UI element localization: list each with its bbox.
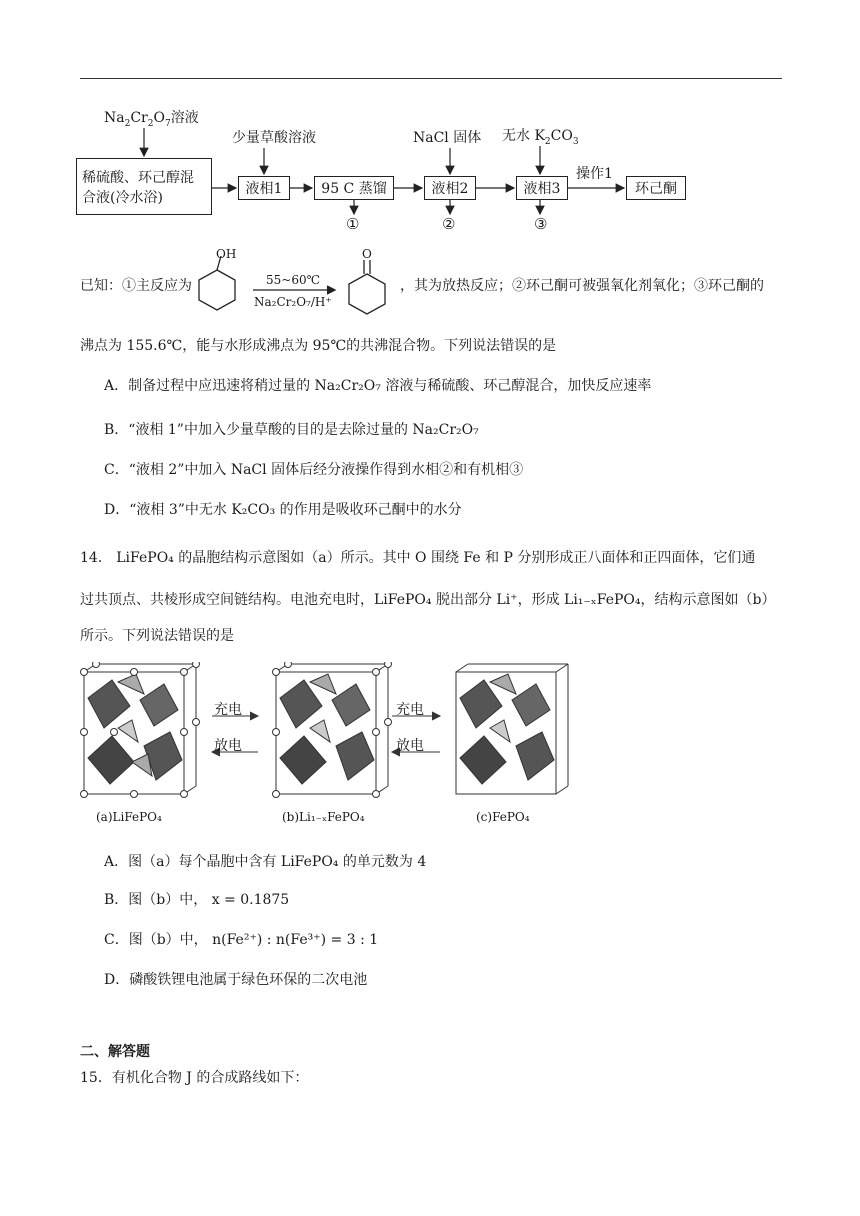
flow-start-line2: 合液(冷水浴) (82, 189, 163, 206)
known-suffix: ，其为放热反应；②环己酮可被强氧化剂氧化；③环己酮的 (400, 278, 764, 294)
cell-c (456, 664, 568, 794)
flow-reagent-k2co3: 无水 $K_2CO_3$ (502, 128, 579, 147)
flow-box-distill: 95 C 蒸馏 (314, 176, 394, 200)
reactant-oh-label: OH (216, 247, 237, 261)
flow-reagent-na2cr2o7: $Na_2Cr_2O_7$溶液 (104, 110, 199, 129)
charge-label-1: 充电 (214, 702, 242, 718)
flow-output-2: ② (442, 215, 456, 233)
q14-line3: 所示。下列说法错误的是 (80, 628, 234, 644)
q14-option-a: A．图（a）每个晶胞中含有 LiFePO₄ 的单元数为 4 (104, 854, 427, 870)
flow-reagent-nacl: NaCl 固体 (413, 130, 482, 146)
flow-op1-label: 操作1 (576, 166, 613, 182)
flow-arrows (0, 0, 860, 240)
condition-reagent: Na₂Cr₂O₇/H⁺ (254, 295, 332, 309)
discharge-label-2: 放电 (396, 738, 424, 754)
q13-option-d: D．“液相 3”中无水 K₂CO₃ 的作用是吸收环己酮中的水分 (104, 502, 462, 518)
flow-box-liquid3: 液相3 (516, 176, 568, 200)
q13-line2: 沸点为 155.6℃，能与水形成沸点为 95℃的共沸混合物。下列说法错误的是 (80, 338, 557, 354)
q14-option-d: D．磷酸铁锂电池属于绿色环保的二次电池 (104, 972, 368, 988)
caption-c: (c)FePO₄ (476, 810, 530, 824)
section2-title: 二、解答题 (80, 1044, 150, 1060)
q13-option-c: C．“液相 2”中加入 NaCl 固体后经分液操作得到水相②和有机相③ (104, 462, 524, 478)
flow-output-3: ③ (534, 215, 548, 233)
known-prefix: 已知：①主反应为 (80, 278, 192, 294)
q14-line2: 过共顶点、共棱形成空间链结构。电池充电时，LiFePO₄ 脱出部分 Li⁺，形成 Li₁₋ₓFePO₄，结构示意图如（b） (80, 592, 776, 608)
q14-option-c: C．图（b）中， n(Fe²⁺) : n(Fe³⁺) = 3 : 1 (104, 932, 379, 948)
flow-start-line1: 稀硫酸、环己醇混 (82, 169, 194, 186)
q14-line1: 14． LiFePO₄ 的晶胞结构示意图如（a）所示。其中 O 围绕 Fe 和 P 分别形成正八面体和正四面体，它们通 (80, 550, 756, 566)
discharge-label-1: 放电 (214, 738, 242, 754)
q13-option-b: B．“液相 1”中加入少量草酸的目的是去除过量的 Na₂Cr₂O₇ (104, 422, 479, 438)
product-o-label: O (362, 247, 372, 261)
flow-output-1: ① (346, 215, 360, 233)
crystal-figure (74, 662, 584, 802)
condition-temp: 55~60℃ (266, 273, 321, 287)
flow-box-liquid2: 液相2 (424, 176, 476, 200)
q15-text: 15．有机化合物 J 的合成路线如下： (80, 1070, 309, 1086)
flow-box-product: 环己酮 (626, 176, 686, 200)
flow-reagent-oxalic: 少量草酸溶液 (232, 130, 316, 146)
caption-b: (b)Li₁₋ₓFePO₄ (282, 810, 365, 824)
charge-label-2: 充电 (396, 702, 424, 718)
cell-b (273, 662, 392, 798)
q13-option-a: A．制备过程中应迅速将稍过量的 Na₂Cr₂O₇ 溶液与稀硫酸、环己醇混合，加快反应速率 (104, 378, 652, 394)
q14-option-b: B．图（b）中， x = 0.1875 (104, 892, 290, 908)
flow-box-liquid1: 液相1 (238, 176, 290, 200)
cell-a (81, 662, 200, 798)
caption-a: (a)LiFePO₄ (96, 810, 162, 824)
